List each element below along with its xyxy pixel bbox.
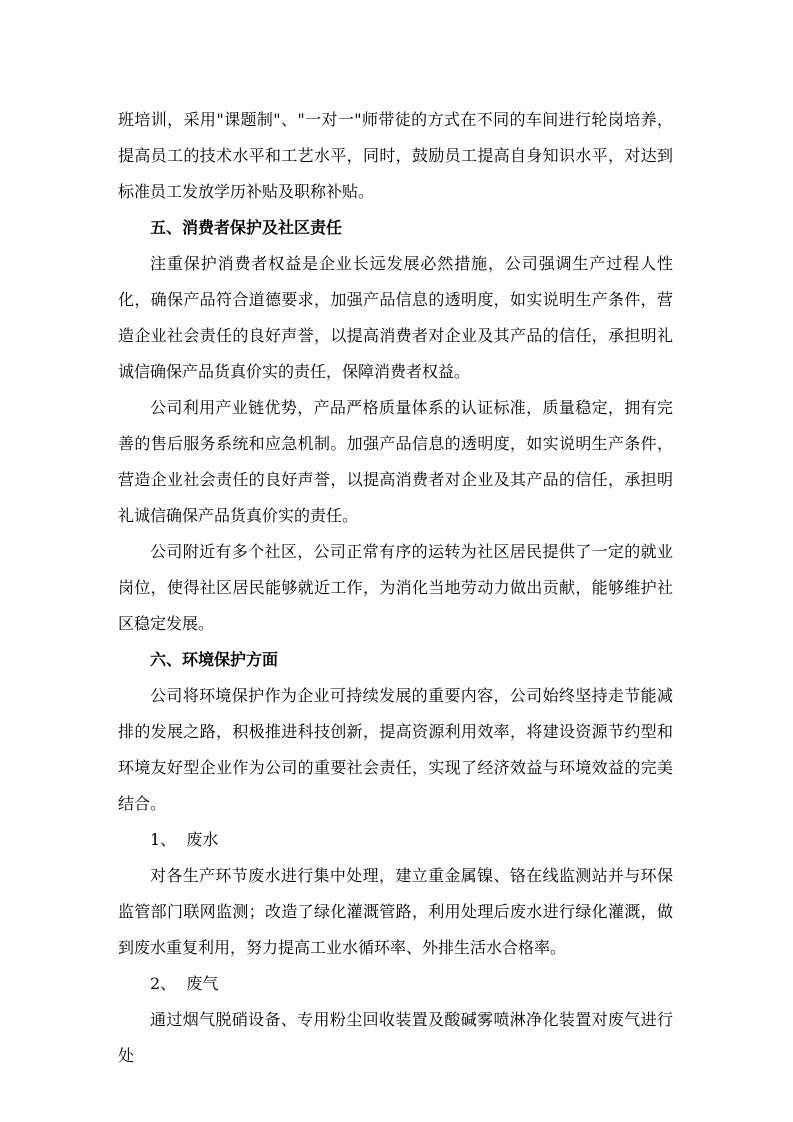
paragraph-community: 公司附近有多个社区，公司正常有序的运转为社区居民提供了一定的就业岗位，使得社区居民能够就近工作，为消化当地劳动力做出贡献，能够维护社区稳定发展。: [118, 542, 673, 633]
section-heading-consumer-protection: 五、消费者保护及社区责任: [150, 218, 343, 237]
paragraph-training-continued: 班培训，采用"课题制"、"一对一"师带徒的方式在不同的车间进行轮岗培养，提高员工的技术水平和工艺水平，同时，鼓励员工提高自身知识水平，对达到标准员工发放学历补贴及职称补贴。: [118, 110, 673, 201]
paragraph-exhaust-gas: 通过烟气脱硝设备、专用粉尘回收装置及酸碱雾喷淋净化装置对废气进行处: [118, 1010, 673, 1065]
paragraph-consumer-rights: 注重保护消费者权益是企业长远发展必然措施，公司强调生产过程人性化，确保产品符合道德要求，加强产品信息的透明度，如实说明生产条件，营造企业社会责任的良好声誉，以提高消费者对企业及其产品的信任，承担明礼诚信确保产品货真价实的责任，保障消费者权益。: [118, 254, 673, 381]
subheading-exhaust-gas: 2、 废气: [150, 974, 219, 993]
section-heading-environment: 六、环境保护方面: [150, 650, 279, 669]
paragraph-environment-intro: 公司将环境保护作为企业可持续发展的重要内容，公司始终坚持走节能减排的发展之路，积极推进科技创新，提高资源利用效率，将建设资源节约型和环境友好型企业作为公司的重要社会责任，实现了经济效益与环境效益的完美结合。: [118, 686, 673, 813]
paragraph-wastewater: 对各生产环节废水进行集中处理，建立重金属镍、铬在线监测站并与环保监管部门联网监测；改造了绿化灌溉管路，利用处理后废水进行绿化灌溉，做到废水重复利用，努力提高工业水循环率、外排生活水合格率。: [118, 866, 673, 957]
subheading-wastewater: 1、 废水: [150, 830, 219, 849]
document-page: [118, 102, 673, 1074]
paragraph-quality-system: 公司利用产业链优势，产品严格质量体系的认证标准，质量稳定，拥有完善的售后服务系统和应急机制。加强产品信息的透明度，如实说明生产条件，营造企业社会责任的良好声誉，以提高消费者对企业及其产品的信任，承担明礼诚信确保产品货真价实的责任。: [118, 398, 673, 525]
